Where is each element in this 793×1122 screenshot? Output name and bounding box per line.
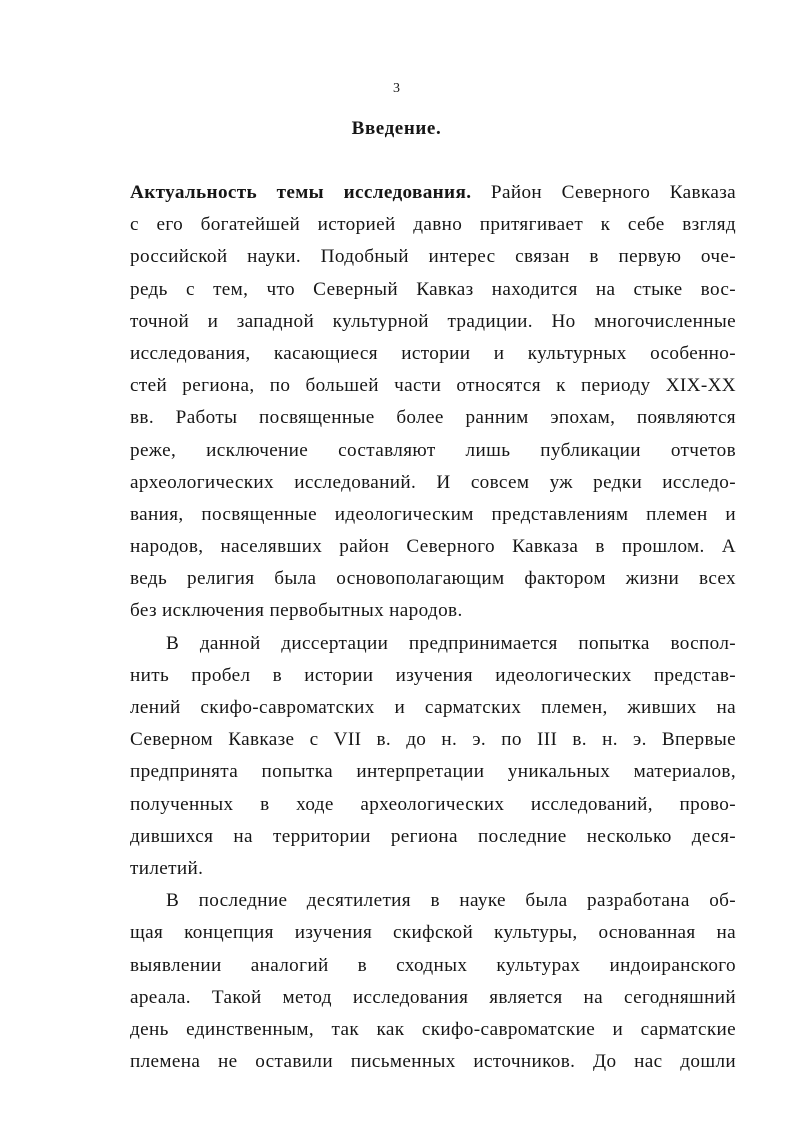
paragraph-method <box>130 885 736 1078</box>
text-line: вания, посвященные идеологическим представлениям племен и <box>130 503 736 525</box>
paragraph-lead: Актуальность темы исследования. <box>130 182 472 203</box>
text-line: полученных в ходе археологических исследований, прово- <box>130 793 736 815</box>
text-line: предпринята попытка интерпретации уникальных материалов, <box>130 761 736 783</box>
text-line: щая концепция изучения скифской культуры, основанная на <box>130 922 736 944</box>
text-line: В последние десятилетия в науке была разработана об- <box>166 890 736 912</box>
text-line <box>130 177 736 209</box>
text-line: народов, населявших район Северного Кавказа в прошлом. А <box>130 536 736 558</box>
text-line: точной и западной культурной традиции. Но многочисленные <box>130 310 736 332</box>
text-line: с его богатейшей историей давно притягивает к себе взгляд <box>130 214 736 236</box>
text-line: ведь религия была основополагающим фактором жизни всех <box>130 568 736 590</box>
text-line: вв. Работы посвященные более ранним эпохам, появляются <box>130 407 736 429</box>
text-line: исследования, касающиеся истории и культурных особенно- <box>130 342 736 364</box>
text-line: день единственным, так как скифо-савроматские и сарматские <box>130 1018 736 1040</box>
text-line: реже, исключение составляют лишь публикации отчетов <box>130 439 736 461</box>
text-line: нить пробел в истории изучения идеологических представ- <box>130 664 736 686</box>
paragraph-relevance <box>130 177 736 628</box>
paragraph-aim <box>130 628 736 886</box>
text-line: выявлении аналогий в сходных культурах индоиранского <box>130 954 736 976</box>
text-line-content: Район Северного Кавказа <box>471 182 737 203</box>
page-number: 3 <box>393 81 400 96</box>
text-line: племена не оставили письменных источников. До нас дошли <box>130 1051 736 1073</box>
text-line: лений скифо-савроматских и сарматских племен, живших на <box>130 697 736 718</box>
text-line: археологических исследований. И совсем уж редки исследо- <box>130 471 736 493</box>
text-line: дившихся на территории региона последние несколько деся- <box>130 825 736 847</box>
text-line: Северном Кавказе с VII в. до н. э. по III в. н. э. Впервые <box>130 729 736 751</box>
text-line: тилетий. <box>130 857 204 879</box>
text-line: редь с тем, что Северный Кавказ находится на стыке вос- <box>130 278 736 300</box>
text-line: стей региона, по большей части относятся к периоду XIX-XX <box>130 375 736 397</box>
document-body <box>130 177 736 1078</box>
page-title: Введение. <box>351 118 442 139</box>
text-line: российской науки. Подобный интерес связан в первую оче- <box>130 246 736 268</box>
text-line: В данной диссертации предпринимается попытка воспол- <box>166 632 736 654</box>
text-line: без исключения первобытных народов. <box>130 600 463 622</box>
text-line: ареала. Такой метод исследования является на сегодняшний <box>130 986 736 1008</box>
